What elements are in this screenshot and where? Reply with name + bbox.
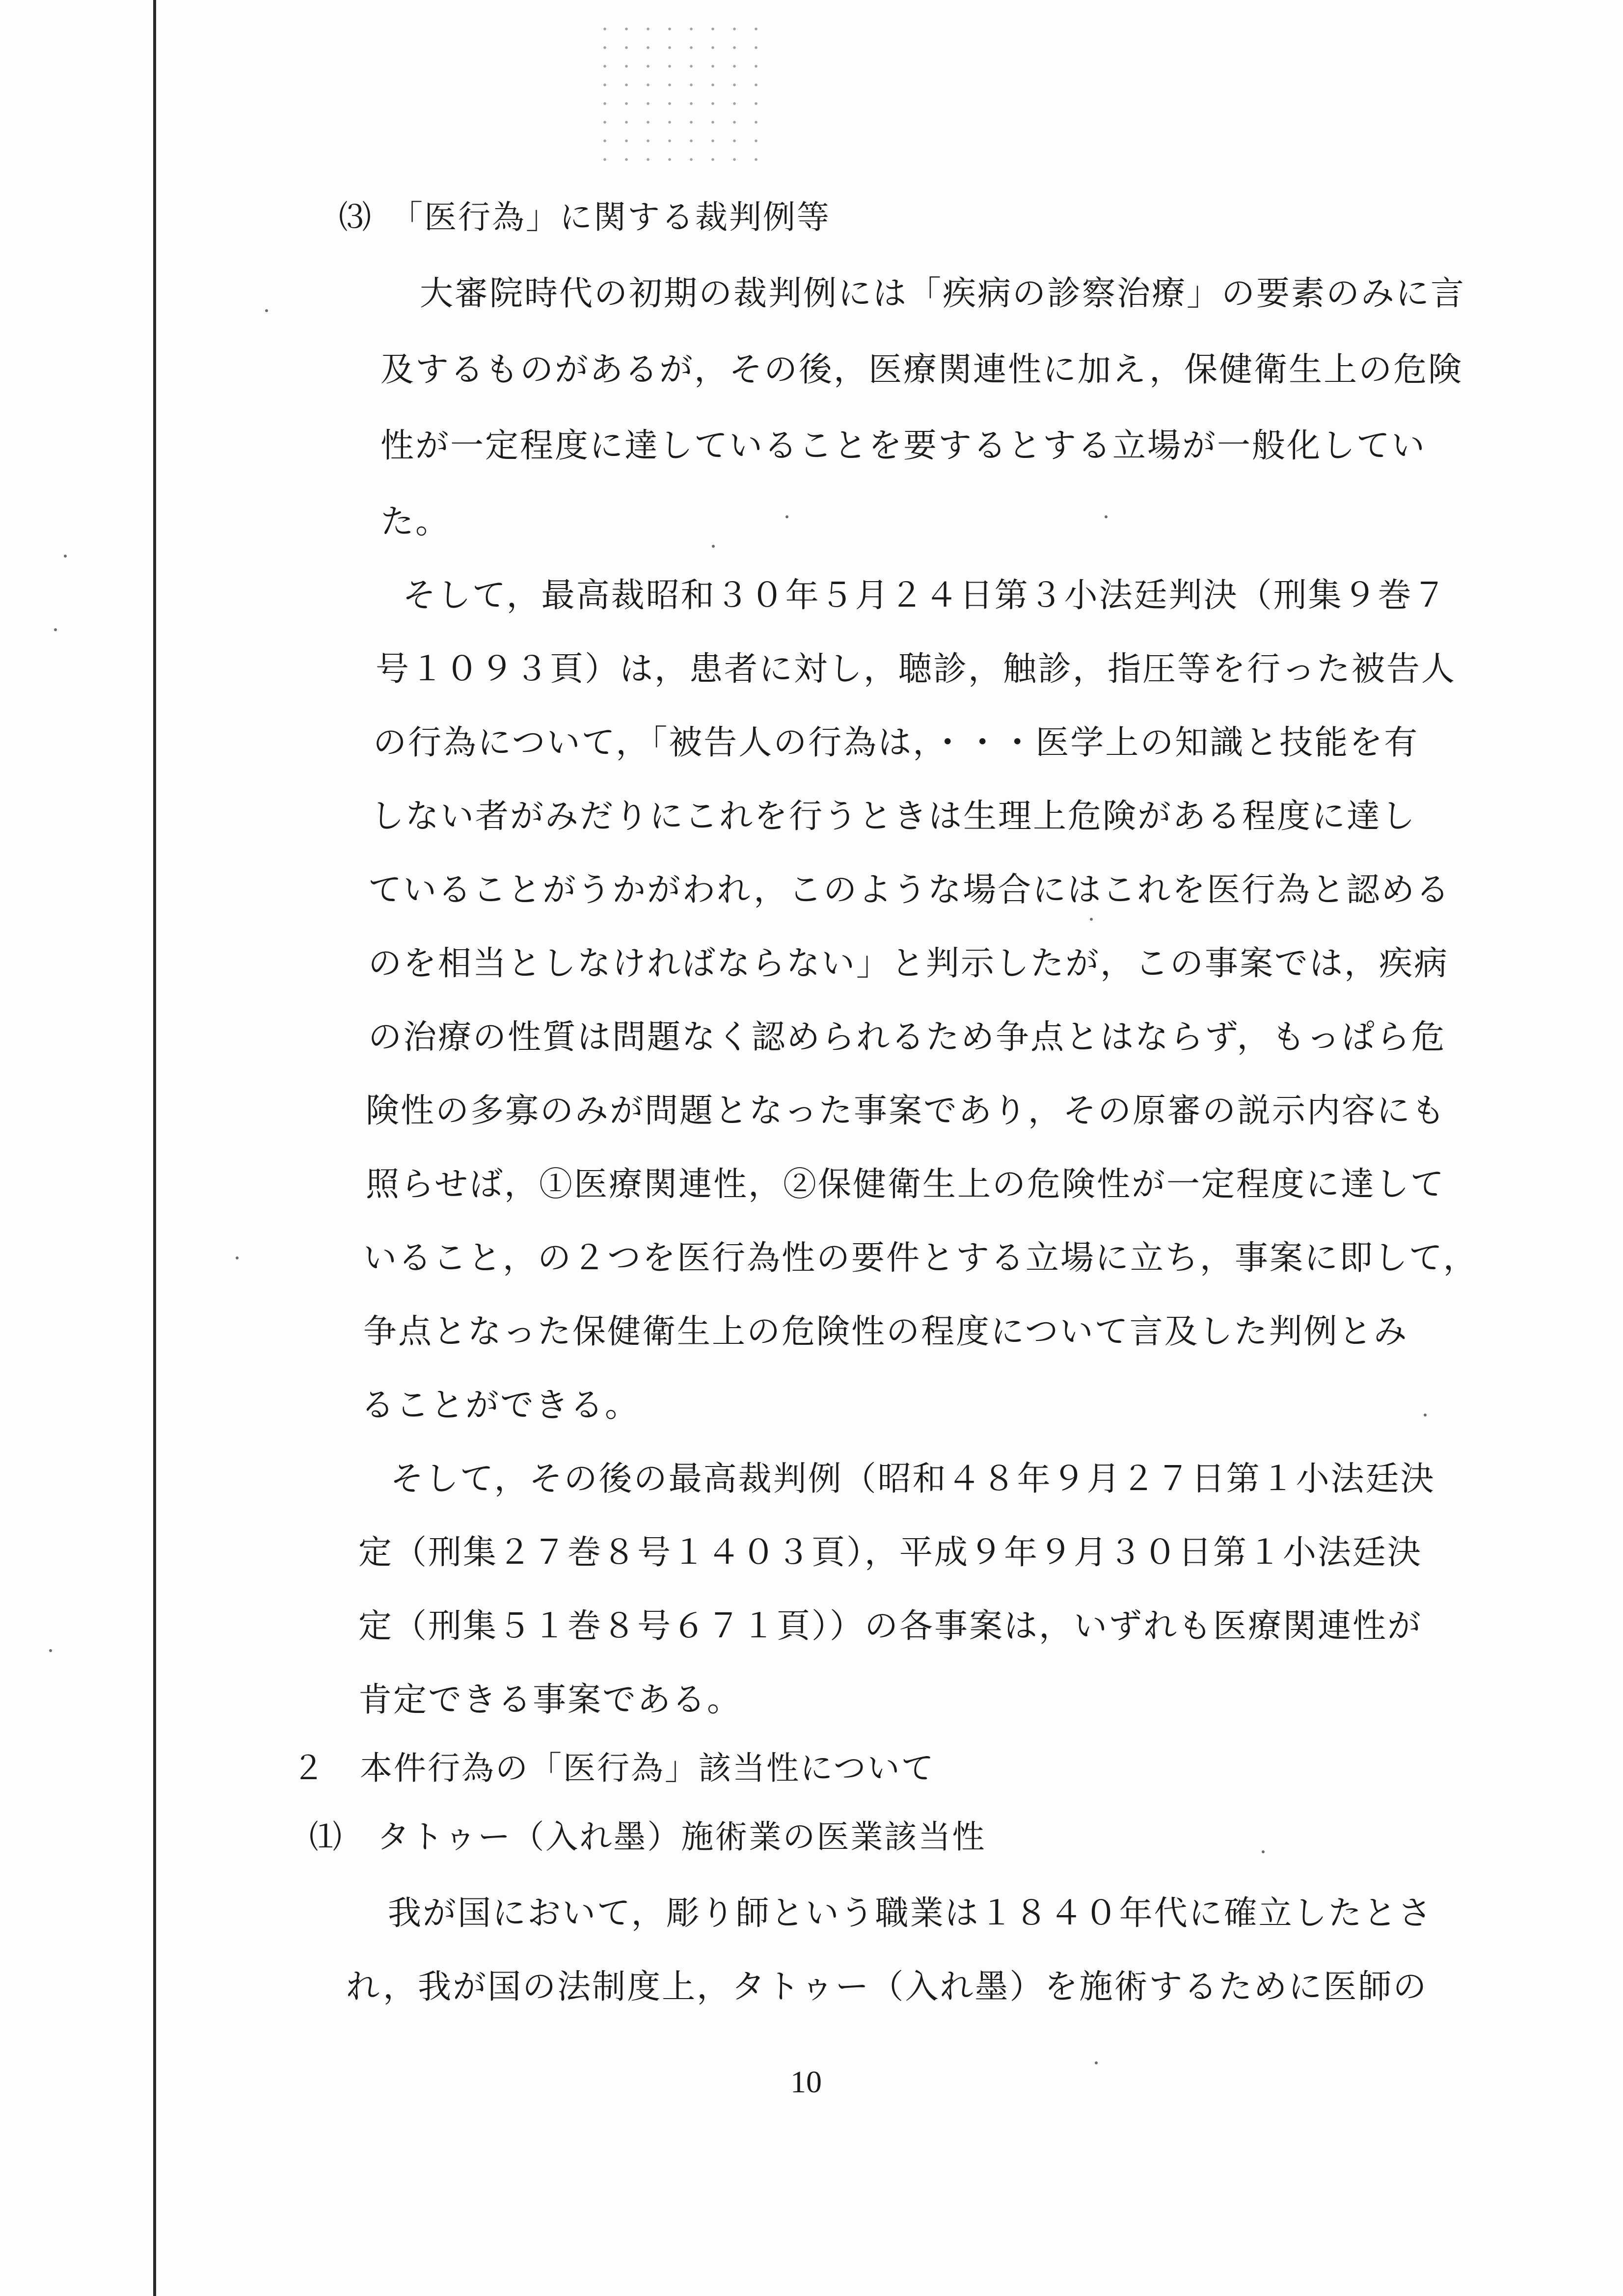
body-line: れ，我が国の法制度上，タトゥー（入れ墨）を施術するために医師の [346,1968,1428,2006]
body-line: しない者がみだりにこれを行うときは生理上危険がある程度に達し [371,797,1417,836]
section-heading-1: ⑴ タトゥー（入れ墨）施術業の医業該当性 [309,1818,986,1856]
body-line: 争点となった保健衛生上の危険性の程度について言及した判例とみ [363,1312,1408,1351]
page-number: 10 [790,2064,822,2099]
left-margin-line [153,0,156,2296]
body-line: た。 [380,503,451,541]
body-line: いること，の２つを医行為性の要件とする立場に立ち，事案に即して， [363,1239,1478,1278]
scan-speck [64,555,67,558]
body-line: 険性の多寡のみが問題となった事案であり，その原審の説示内容にも [366,1092,1447,1130]
body-line: ていることがうかがわれ，このような場合にはこれを医行為と認める [368,871,1451,909]
punch-dots-mark [594,20,771,177]
body-line: 我が国において，彫り師という職業は１８４０年代に確立したとさ [388,1894,1433,1933]
body-line: そして，その後の最高裁判例（昭和４８年９月２７日第１小法廷決 [390,1460,1435,1498]
body-line: の行為について，「被告人の行為は，・・・医学上の知識と技能を有 [373,723,1419,762]
scan-speck [1262,1850,1265,1853]
body-line: 性が一定程度に達していることを要するとする立場が一般化してい [380,427,1427,465]
body-line: 定（刑集２７巻８号１４０３頁），平成９年９月３０日第１小法廷決 [358,1533,1423,1572]
body-line: ることができる。 [361,1386,640,1425]
body-line: の治療の性質は問題なく認められるため争点とはならず，もっぱら危 [368,1018,1446,1057]
scan-speck [1095,2061,1098,2064]
section-heading-3: ⑶ 「医行為」に関する裁判例等 [339,198,831,236]
body-line: 号１０９３頁）は，患者に対し，聴診，触診，指圧等を行った被告人 [376,650,1457,689]
body-line: 定（刑集５１巻８号６７１頁））の各事案は，いずれも医療関連性が [358,1607,1423,1646]
body-line: のを相当としなければならない」と判示したが，この事案では，疾病 [368,944,1449,983]
scan-speck [712,545,715,548]
body-line: 大審院時代の初期の裁判例には「疾病の診察治療」の要素のみに言 [420,274,1466,313]
scan-speck [1105,515,1108,518]
scan-speck [265,309,268,312]
body-line: 肯定できる事案である。 [358,1681,742,1719]
scan-speck [49,1649,52,1652]
scan-speck [236,1256,239,1259]
body-line: 照らせば，①医療関連性，②保健衛生上の危険性が一定程度に達して [366,1165,1445,1204]
scan-speck [1424,1414,1427,1416]
body-line: 及するものがあるが，その後，医療関連性に加え，保健衛生上の危険 [380,350,1463,389]
scan-speck [54,628,57,631]
section-heading-2: ２ 本件行為の「医行為」該当性について [292,1749,935,1787]
scan-speck [1090,918,1093,921]
scan-speck [785,515,788,518]
body-line: そして，最高裁昭和３０年５月２４日第３小法廷判決（刑集９巻７ [403,576,1448,615]
